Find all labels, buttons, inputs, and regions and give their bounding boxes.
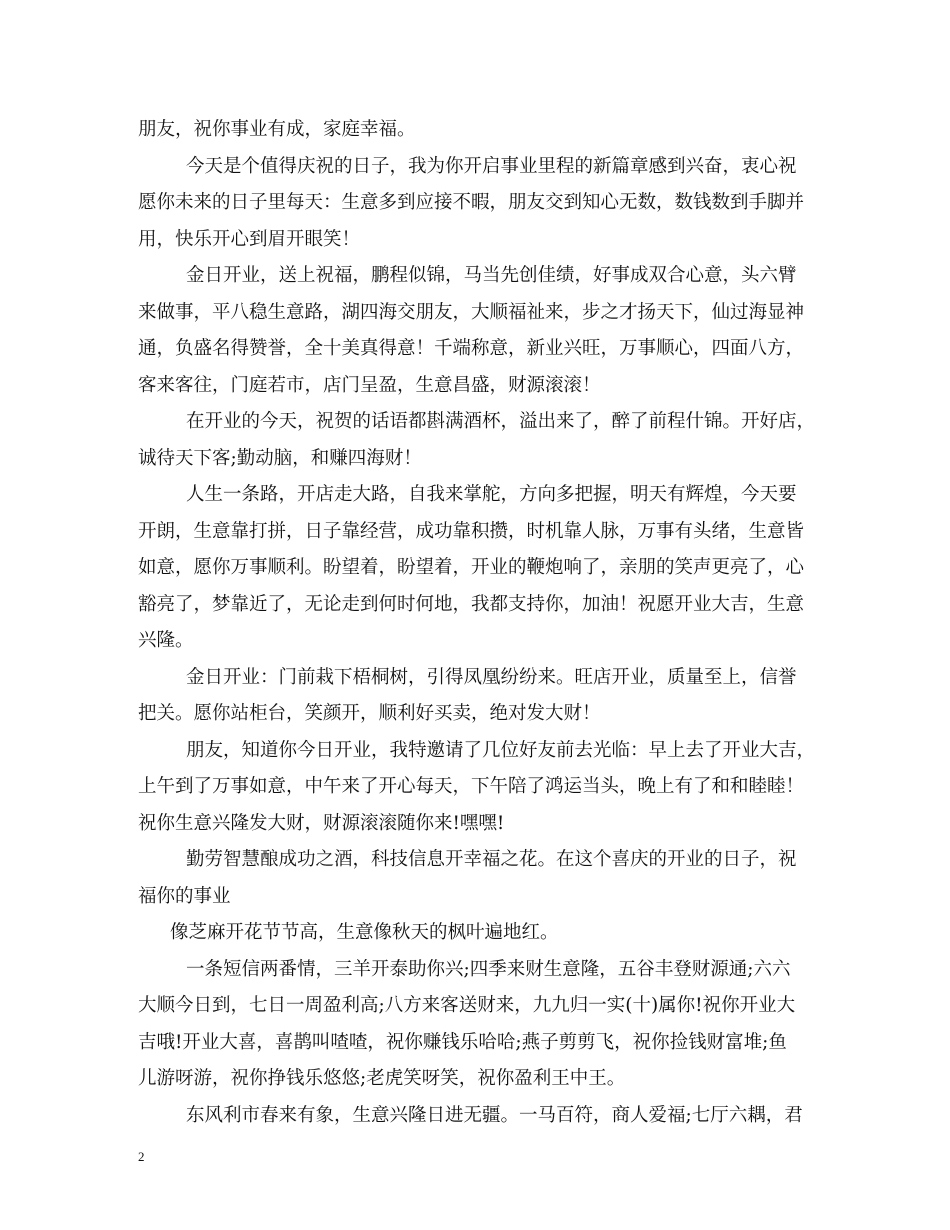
paragraph-start: 勤劳智慧酿成功之酒，科技信息开幸福之花。在这个喜庆的开业的日子，祝 (186, 849, 797, 870)
text-line: 诚待天下客;勤动脑，和赚四海财！ (138, 448, 422, 469)
paragraph-start: 东风利市春来有象，生意兴隆日进无疆。一马百符，商人爱福;七厅六耦，君 (186, 1105, 803, 1126)
text-line: 朋友，祝你事业有成，家庭幸福。 (138, 119, 416, 140)
text-line: 大顺今日到，七日一周盈利高;八方来客送财来，九九归一实(十)属你!祝你开业大 (138, 995, 796, 1016)
text-line: 上午到了万事如意，中午来了开心每天，下午陪了鸿运当头，晚上有了和和睦睦！ (138, 776, 805, 797)
text-line: 如意，愿你万事顺利。盼望着，盼望着，开业的鞭炮响了，亲朋的笑声更亮了，心 (138, 557, 805, 578)
text-line: 来做事，平八稳生意路，湖四海交朋友，大顺福祉来，步之才扬天下，仙过海显神 (138, 302, 805, 323)
paragraph-start: 一条短信两番情，三羊开泰助你兴;四季来财生意隆，五谷丰登财源通;六六 (186, 959, 791, 980)
page-number: 2 (138, 1149, 145, 1164)
text-line: 儿游呀游，祝你挣钱乐悠悠;老虎笑呀笑，祝你盈利王中王。 (138, 1068, 626, 1089)
text-line: 用，快乐开心到眉开眼笑！ (138, 229, 361, 250)
text-line: 开朗，生意靠打拼，日子靠经营，成功靠积攒，时机靠人脉，万事有头绪，生意皆 (138, 521, 805, 542)
paragraph-start: 金日开业：门前栽下梧桐树，引得凤凰纷纷来。旺店开业，质量至上，信誉 (186, 667, 797, 688)
text-line: 愿你未来的日子里每天：生意多到应接不暇，朋友交到知心无数，数钱数到手脚并 (138, 192, 805, 213)
text-line: 客来客往，门庭若市，店门呈盈，生意昌盛，财源滚滚！ (138, 375, 601, 396)
paragraph-start: 金日开业，送上祝福，鹏程似锦，马当先创佳绩，好事成双合心意，头六臂 (186, 265, 797, 286)
paragraph-start: 在开业的今天，祝贺的话语都斟满酒杯，溢出来了，醉了前程什锦。开好店， (186, 411, 816, 432)
paragraph-start: 人生一条路，开店走大路，自我来掌舵，方向多把握，明天有辉煌，今天要 (186, 484, 797, 505)
text-line: 把关。愿你站柜台，笑颜开，顺利好买卖，绝对发大财！ (138, 703, 601, 724)
text-line: 祝你生意兴隆发大财，财源滚滚随你来!嘿嘿! (138, 813, 505, 834)
text-line: 吉哦!开业大喜，喜鹊叫喳喳，祝你赚钱乐哈哈;燕子剪剪飞，祝你捡钱财富堆;鱼 (138, 1032, 787, 1053)
paragraph-start: 今天是个值得庆祝的日子，我为你开启事业里程的新篇章感到兴奋，衷心祝 (186, 156, 797, 177)
text-line: 通，负盛名得赞誉，全十美真得意！千端称意，新业兴旺，万事顺心，四面八方， (138, 338, 805, 359)
text-line: 福你的事业 (138, 886, 231, 907)
text-line: 兴隆。 (138, 630, 194, 651)
text-line: 像芝麻开花节节高，生意像秋天的枫叶遍地红。 (170, 922, 559, 943)
text-line: 豁亮了，梦靠近了，无论走到何时何地，我都支持你，加油！祝愿开业大吉，生意 (138, 594, 805, 615)
paragraph-start: 朋友，知道你今日开业，我特邀请了几位好友前去光临：早上去了开业大吉， (186, 740, 816, 761)
